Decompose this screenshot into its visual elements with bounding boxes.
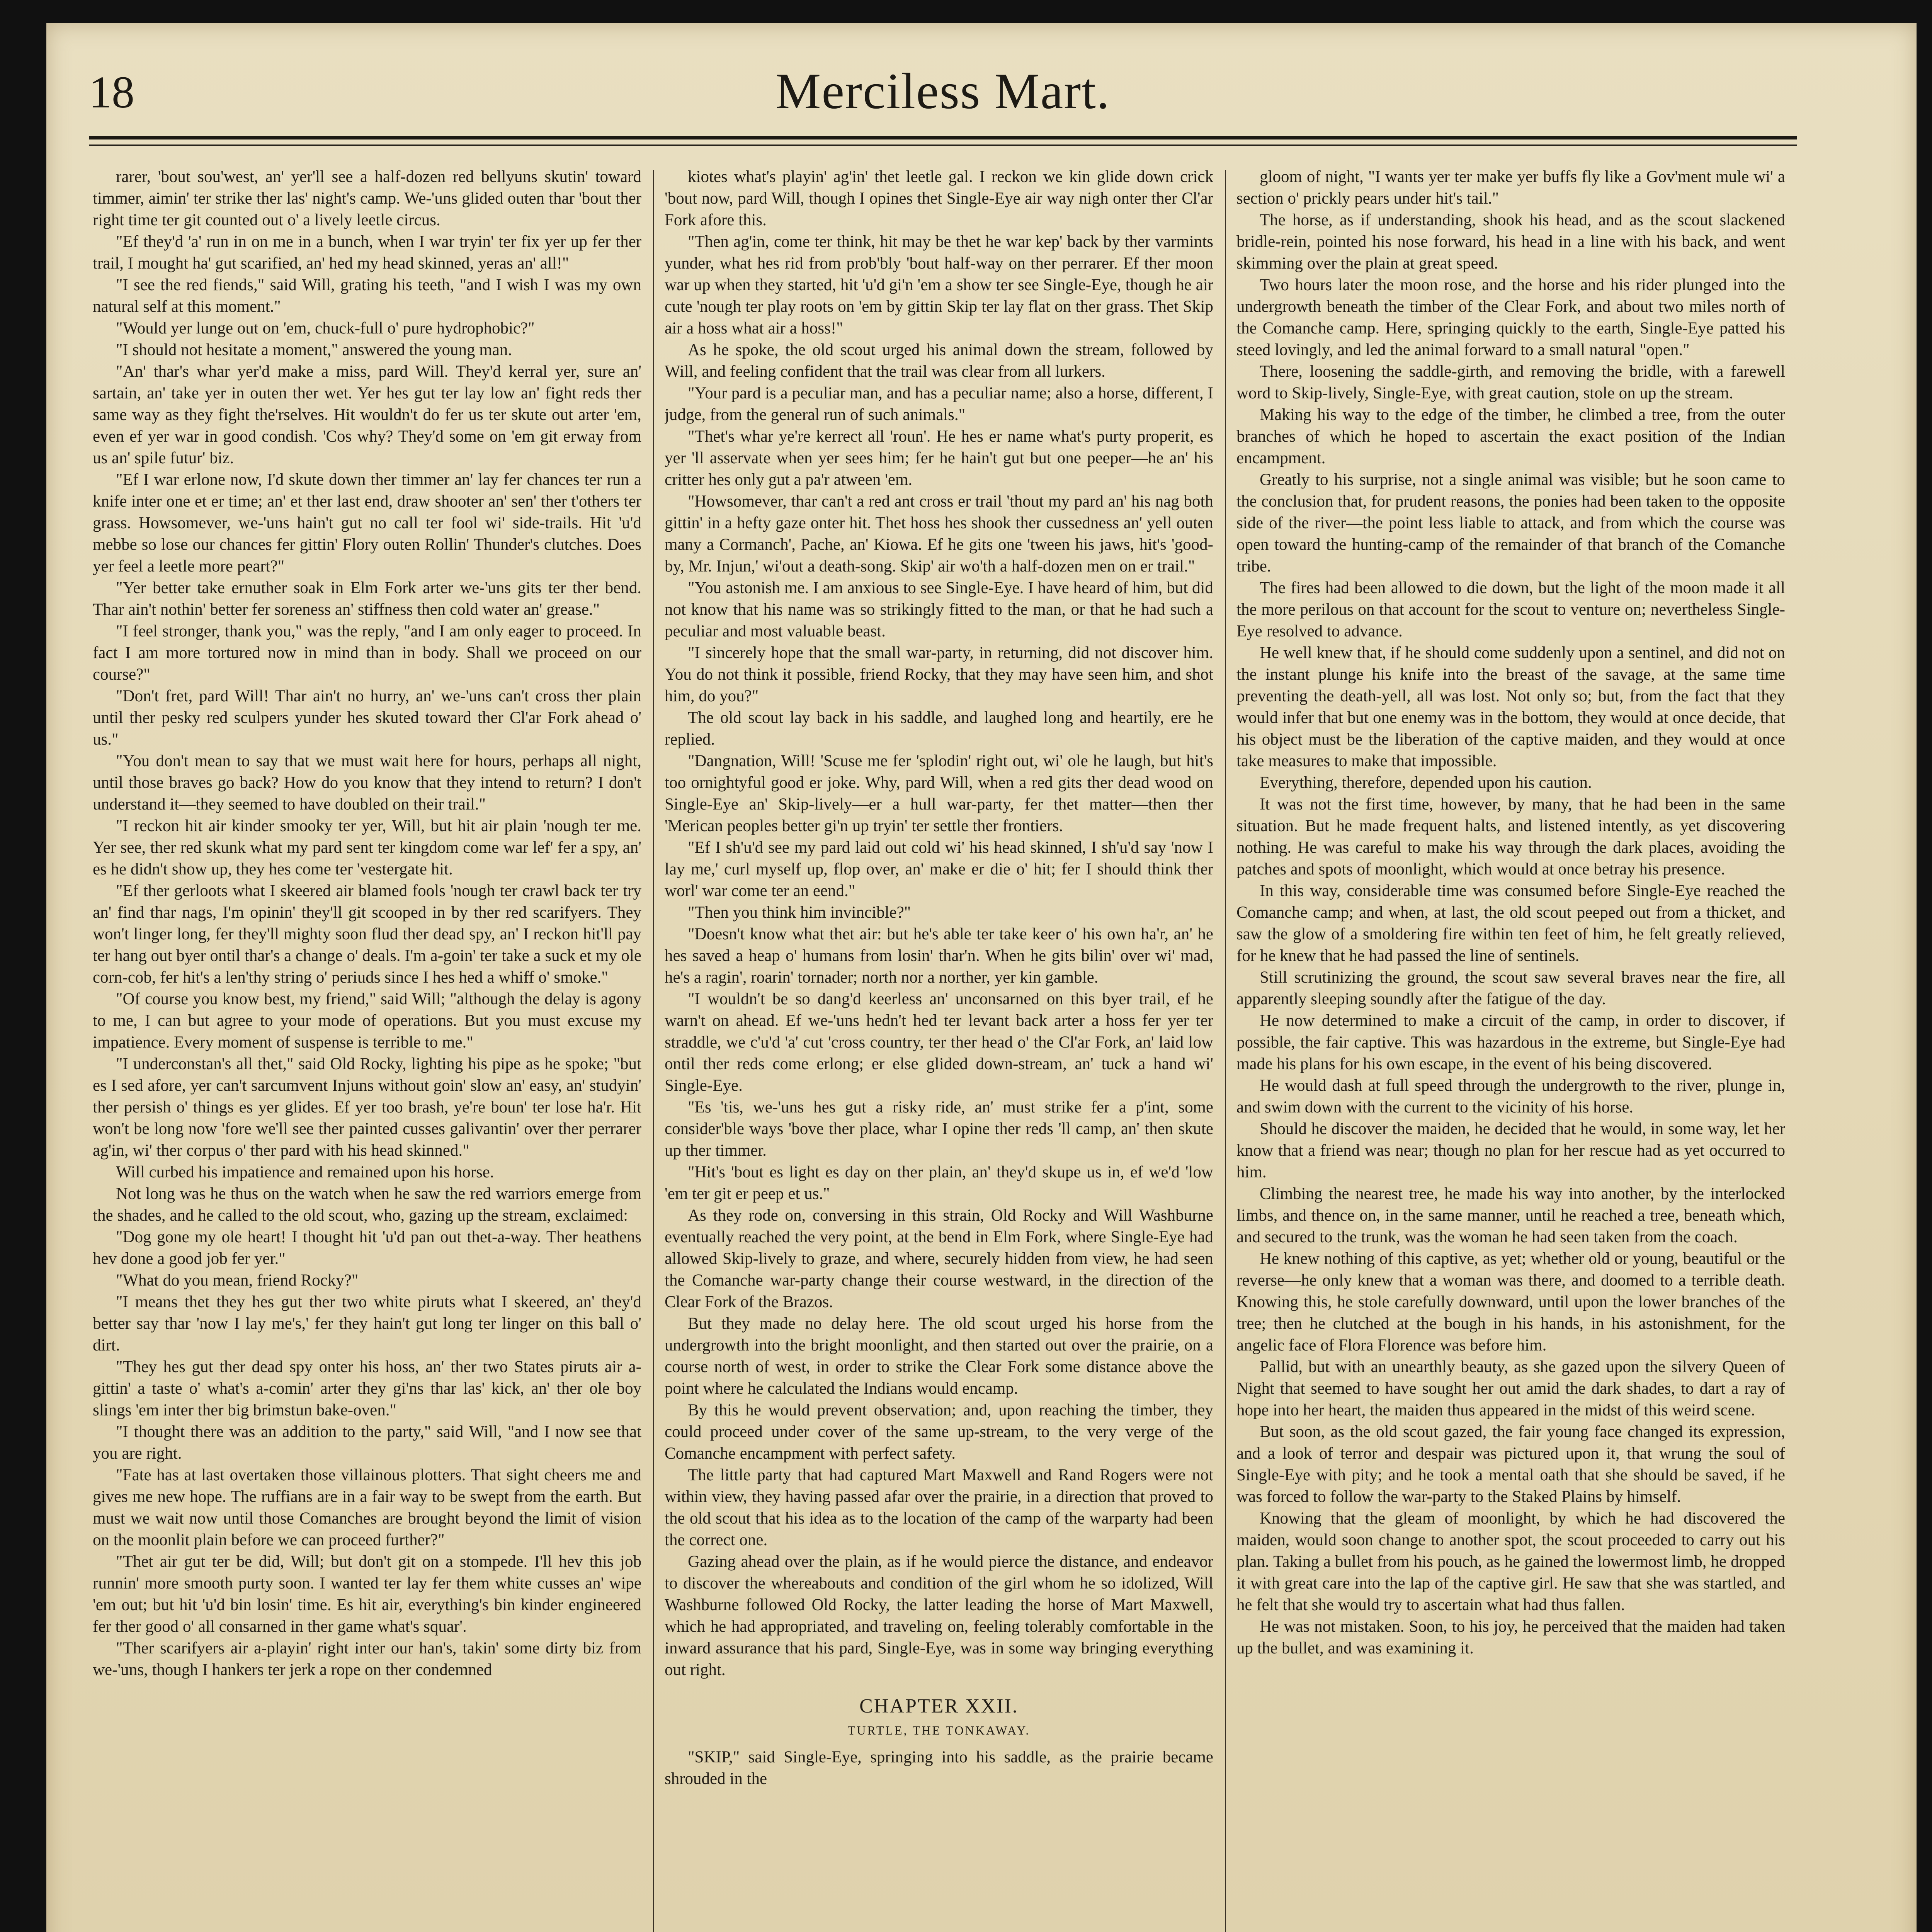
text-column-3 [1236,166,1785,1932]
paragraph: "Yer better take ernuther soak in Elm Fork arter we-'uns gits ter ther bend. Thar ain't nothin' better fer soreness an' stiffness then cold water an' grease." [93,579,641,619]
paragraph: The little party that had captured Mart Maxwell and Rand Rogers were not within view, they having passed afar over the prairie, in a direction that proved to the old scout that his idea as to the location of the camp of the warparty had been the correct one. [665,1466,1213,1549]
paragraph: But soon, as the old scout gazed, the fair young face changed its expression, and a look of terror and despair was pictured upon it, that wrung the soul of Single-Eye with pity; and he took a mental oath that she should be saved, if he was forced to follow the war-party to the Staked Plains by himself. [1236,1423,1785,1506]
paragraph: "I thought there was an addition to the party," said Will, "and I now see that you are right. [93,1423,641,1463]
paragraph: rarer, 'bout sou'west, an' yer'll see a half-dozen red bellyuns skutin' toward timmer, aimin' ter strike ther las' night's camp. We-'uns glided outen thar 'bout ther right time ter git counted out o' a lively leetle circus. [93,168,641,229]
paragraph: kiotes what's playin' ag'in' thet leetle gal. I reckon we kin glide down crick 'bout now, pard Will, though I opines thet Single-Eye air way nigh onter ther Cl'ar Fork afore this. [665,168,1213,229]
paragraph: "What do you mean, friend Rocky?" [116,1271,359,1289]
header-rule [89,136,1797,139]
paragraph: Not long was he thus on the watch when he saw the red warriors emerge from the shades, and he called to the old scout, who, gazing up the stream, exclaimed: [93,1185,641,1225]
paragraph: He was not mistaken. Soon, to his joy, he perceived that the maiden had taken up the bullet, and was examining it. [1236,1617,1785,1657]
chapter-opening-paragraph: "SKIP," said Single-Eye, springing into his saddle, as the prairie became shrouded in the [665,1748,1213,1788]
chapter-heading: CHAPTER XXII. [859,1695,1019,1717]
paragraph: "You astonish me. I am anxious to see Single-Eye. I have heard of him, but did not know that his name was so strikingly fitted to the man, or that he had such a peculiar and most valuable beast. [665,579,1213,640]
paragraph: "Dangnation, Will! 'Scuse me fer 'splodin' right out, wi' ole he laugh, but hit's too ornightyful good er joke. Why, pard Will, when a red gits ther dead wood on Single-Eye an' Skip-lively—er a hull war-party, fer thet matter—then ther 'Merican peoples better gi'n up tryin' ter settle ther frontiers. [665,752,1213,835]
paragraph: The fires had been allowed to die down, but the light of the moon made it all the more perilous on that account for the scout to venture on; nevertheless Single-Eye resolved to advance. [1236,579,1785,640]
paragraph: As they rode on, conversing in this strain, Old Rocky and Will Washburne eventually reached the very point, at the bend in Elm Fork, where Single-Eye had allowed Skip-lively to graze, and where, securely hidden from view, he had seen the Comanche war-party change their course westward, in the direction of the Clear Fork of the Brazos. [665,1206,1213,1311]
paragraph: But they made no delay here. The old scout urged his horse from the undergrowth into the bright moonlight, and then started out over the prairie, on a course north of west, in order to strike the Clear Fork some distance above the point where he calculated the Indians would encamp. [665,1315,1213,1398]
paragraph: "Doesn't know what thet air: but he's able ter take keer o' his own ha'r, an' he hes saved a heap o' humans from losin' thar'n. When he gits bilin' over wi' mad, he's a ragin', roarin' tornader; north nor a norther, yer kin gamble. [665,925,1213,986]
chapter-subtitle: TURTLE, THE TONKAWAY. [847,1723,1031,1737]
text-column-1 [93,166,641,1932]
paragraph: Making his way to the edge of the timber, he climbed a tree, from the outer branches of which he hoped to ascertain the exact position of the Indian encampment. [1236,406,1785,467]
column-separator [1225,170,1226,1932]
paragraph: "Fate has at last overtaken those villainous plotters. That sight cheers me and gives me new hope. The ruffians are in a fair way to be swept from the earth. But must we wait now until those Comanches are brought beyond the limit of vision on the moonlit plain before we can proceed further?" [93,1466,641,1549]
paragraph: "Don't fret, pard Will! Thar ain't no hurry, an' we-'uns can't cross ther plain until ther pesky red sculpers yunder hes skuted toward ther Cl'ar Fork ahead o' us." [93,687,641,748]
paragraph: It was not the first time, however, by many, that he had been in the same situation. But he made frequent halts, and listened intently, as yet discovering nothing. He was careful to make his way through the dark places, avoiding the patches and spots of moonlight, which would at once betray his presence. [1236,795,1785,878]
paragraph: Will curbed his impatience and remained upon his horse. [116,1163,494,1181]
page-header [89,63,1797,135]
paragraph: Climbing the nearest tree, he made his way into another, by the interlocked limbs, and thence on, in the same manner, until he reached a tree, beneath which, and secured to the trunk, was the woman he had seen taken from the coach. [1236,1185,1785,1246]
paragraph: Knowing that the gleam of moonlight, by which he had discovered the maiden, would soon change to another spot, the scout proceeded to carry out his plan. Taking a bullet from his pouch, as he gained the lowermost limb, he dropped it with great care into the lap of the captive girl. He saw that she was startled, and he felt that she would try to ascertain what had thus fallen. [1236,1509,1785,1614]
text-column-2-body [665,166,1213,1681]
paragraph: By this he would prevent observation; and, upon reaching the timber, they could proceed under cover of the same up-stream, to the very verge of the Comanche encampment with perfect safety. [665,1401,1213,1463]
paragraph: He now determined to make a circuit of the camp, in order to discover, if possible, the fair captive. This was hazardous in the extreme, but Single-Eye had made his plans for his own escape, in the event of his being discovered. [1236,1012,1785,1073]
paragraph: "I sincerely hope that the small war-party, in returning, did not discover him. You do not think it possible, friend Rocky, that they may have seen him, and shot him, do you?" [665,644,1213,705]
paragraph: Greatly to his surprise, not a single animal was visible; but he soon came to the conclusion that, for prudent reasons, the ponies had been taken to the opposite side of the river—the point less liable to attack, and from which the course was open toward the hunting-camp of the remainder of that branch of the Comanche tribe. [1236,471,1785,575]
paragraph: "Es 'tis, we-'uns hes gut a risky ride, an' must strike fer a p'int, some consider'ble ways 'bove ther place, whar I opine ther reds 'll camp, an' then skute up ther timmer. [665,1098,1213,1160]
paragraph: "Ther scarifyers air a-playin' right inter our han's, takin' some dirty biz from we-'uns, though I hankers ter jerk a rope on ther condemned [93,1639,641,1679]
paragraph: Still scrutinizing the ground, the scout saw several braves near the fire, all apparently sleeping soundly after the fatigue of the day. [1236,968,1785,1008]
paragraph: "I see the red fiends," said Will, grating his teeth, "and I wish I was my own natural self at this moment." [93,276,641,316]
text-column-2 [665,166,1213,1932]
paragraph: "Thet air gut ter be did, Will; but don't git on a stompede. I'll hev this job runnin' more smooth purty soon. I wanted ter lay fer them white cusses an' wipe 'em out; but hit 'u'd bin losin' time. Es hit air, everything's bin kinder engineered fer ther good o' all consarned in ther game what's squar'. [93,1553,641,1636]
column-separator [653,170,654,1932]
paragraph: "Of course you know best, my friend," said Will; "although the delay is agony to me, I can but agree to your mode of operations. But you must excuse my impatience. Every moment of suspense is terrible to me." [93,990,641,1051]
paragraph: He knew nothing of this captive, as yet; whether old or young, beautiful or the reverse—he only knew that a woman was there, and doomed to a terrible death. Knowing this, he stole carefully downward, until upon the lower branches of the tree; then he clutched at the bough in his hands, in his astonishment, for the angelic face of Flora Florence was before him. [1236,1250,1785,1354]
paragraph: "Hit's 'bout es light es day on ther plain, an' they'd skupe us in, ef we'd 'low 'em ter git er peep et us." [665,1163,1213,1203]
paragraph: "Ef I sh'u'd see my pard laid out cold wi' his head skinned, I sh'u'd say 'now I lay me,' curl myself up, flop over, an' make er die o' hit; fer I should think ther worl' war come ter an eend." [665,838,1213,900]
paragraph: "I underconstan's all thet," said Old Rocky, lighting his pipe as he spoke; "but es I sed afore, yer can't sarcumvent Injuns without goin' slow an' easy, an' studyin' ther persish o' things es yer glides. Ef yer too brash, ye're boun' ter lose ha'r. Hit won't be long now 'fore we'll see ther painted cusses galivantin' over ther perrarer ag'in, wi' ther corpus o' ther pard with his head skinned." [93,1055,641,1160]
paragraph: Should he discover the maiden, he decided that he would, in some way, let her know that a friend was near; though no plan for her rescue had as yet occurred to him. [1236,1120,1785,1181]
header-rule-thin [89,145,1797,146]
paragraph: There, loosening the saddle-girth, and removing the bridle, with a farewell word to Skip-lively, Single-Eye, with great caution, stole on up the stream. [1236,362,1785,402]
paragraph: "Dog gone my ole heart! I thought hit 'u'd pan out thet-a-way. Ther heathens hev done a good job fer yer." [93,1228,641,1268]
paragraph: Two hours later the moon rose, and the horse and his rider plunged into the undergrowth beneath the timber of the Clear Fork, and about two miles north of the Comanche camp. Here, springing quickly to the earth, Single-Eye patted his steed lovingly, and led the animal forward to a small natural "open." [1236,276,1785,359]
paragraph: Everything, therefore, depended upon his caution. [1260,774,1592,792]
paragraph: "Ef I war erlone now, I'd skute down ther timmer an' lay fer chances ter run a knife inter one et er time; an' et ther last end, draw shooter an' sen' ther t'others ter grass. Howsomever, we-'uns hain't gut no call ter fool wi' side-trails. Hit 'u'd mebbe so lose our chances fer gittin' Flory outen Rollin' Thunder's clutches. Does yer feel a leetle more peart?" [93,471,641,575]
paragraph: "You don't mean to say that we must wait here for hours, perhaps all night, until those braves go back? How do you know that they intend to return? I don't understand it—they seemed to have doubled on their trail." [93,752,641,813]
paragraph: "They hes gut ther dead spy onter his hoss, an' ther two States piruts air a-gittin' a taste o' what's a-comin' arter they gi'ns thar las' kick, an' ther ole boy slings 'em inter ther big brimstun bake-oven." [93,1358,641,1419]
paragraph: "I feel stronger, thank you," was the reply, "and I am only eager to proceed. In fact I am more tortured now in mind than in body. Shall we proceed on our course?" [93,622,641,684]
paragraph: He well knew that, if he should come suddenly upon a sentinel, and did not on the instant plunge his knife into the breast of the savage, at the same time preventing the death-yell, all was lost. Not only so; but, from the fact that they would infer that but one enemy was in the bottom, they would at once decide, that his object must be the liberation of the captive maiden, and they would at once take measures to make that impossible. [1236,644,1785,770]
paragraph: "I wouldn't be so dang'd keerless an' unconsarned on this byer trail, ef he warn't on ahead. Ef we-'uns hedn't hed ter levant back arter a hoss fer yer ter straddle, we c'u'd 'a' cut 'cross country, ter ther head o' the Cl'ar Fork, an' laid low ontil ther reds come erlong; er else glided down-stream, an' tuck a hand wi' Single-Eye. [665,990,1213,1095]
paragraph: "Then you think him invincible?" [688,903,911,922]
paragraph: "Thet's whar ye're kerrect all 'roun'. He hes er name what's purty properit, es yer 'll asservate when yer sees him; fer he hain't gut but one peeper—he an' his critter hes only gut a pa'r atween 'em. [665,427,1213,489]
paragraph: "I means thet they hes gut ther two white piruts what I skeered, an' they'd better say thar 'now I lay me's,' fer they hain't gut long ter linger on this ball o' dirt. [93,1293,641,1354]
paragraph: The horse, as if understanding, shook his head, and as the scout slackened bridle-rein, pointed his nose forward, his head in a line with his back, and went skimming over the plain at great speed. [1236,211,1785,272]
paragraph: "An' thar's whar yer'd make a miss, pard Will. They'd kerral yer, sure an' sartain, an' take yer in outen ther wet. Yer hes gut ter lay low an' fight reds ther same way as they fight the'rselves. Hit wouldn't do fer us ter skute out arter 'em, even ef yer war in good condish. 'Cos why? They'd some on 'em git erway from us an' spile futur' biz. [93,362,641,467]
paragraph: "Ef ther gerloots what I skeered air blamed fools 'nough ter crawl back ter try an' find thar nags, I'm opinin' they'll git scooped in by ther red scarifyers. They won't linger long, fer they'll mighty soon flud ther dead spy, an' I reckon hit'll pay ter hang out byer ontil thar's a change o' deals. I'm a-goin' ter take a suck et my ole corn-cob, fer hit's a len'thy string o' periuds since I hes hed a whiff o' smoke." [93,882,641,986]
paragraph: Pallid, but with an unearthly beauty, as she gazed upon the silvery Queen of Night that seemed to have sought her out amid the dark shades, to dart a ray of hope into her heart, the maiden thus appeared in the midst of this weird scene. [1236,1358,1785,1419]
paragraph: Gazing ahead over the plain, as if he would pierce the distance, and endeavor to discover the whereabouts and condition of the girl whom he so idolized, Will Washburne followed Old Rocky, the latter leading the horse of Mart Maxwell, which he had appropriated, and traveling on, feeling tolerably comfortable in the inward assurance that his pard, Single-Eye, was in some way bringing everything out right. [665,1553,1213,1679]
paragraph: gloom of night, "I wants yer ter make yer buffs fly like a Gov'ment mule wi' a section o' prickly pears under hit's tail." [1236,168,1785,207]
paragraph: "Would yer lunge out on 'em, chuck-full o' pure hydrophobic?" [116,319,535,337]
paragraph: "Your pard is a peculiar man, and has a peculiar name; also a horse, different, I judge, from the general run of such animals." [665,384,1213,424]
paragraph: As he spoke, the old scout urged his animal down the stream, followed by Will, and feeling confident that the trail was clear from all lurkers. [665,341,1213,381]
page-number: 18 [89,67,134,117]
running-title: Merciless Mart. [776,63,1110,119]
paragraph: In this way, considerable time was consumed before Single-Eye reached the Comanche camp; and when, at last, the old scout peeped out from a thicket, and saw the glow of a smoldering fire within ten feet of him, he felt greatly relieved, for he knew that he had passed the line of sentinels. [1236,882,1785,965]
paragraph: "Howsomever, thar can't a red ant cross er trail 'thout my pard an' his nag both gittin' in a hefty gaze onter hit. Thet hoss hes shook ther cussedness an' yell outen many a Cormanch', Pache, an' Kiowa. Ef he gits one 'tween his jaws, hit's 'good-by, Mr. Injun,' wi'out a death-song. Skip' air wo'th a half-dozen men on er trail." [665,492,1213,575]
paragraph: "I should not hesitate a moment," answered the young man. [116,341,512,359]
paragraph: The old scout lay back in his saddle, and laughed long and heartily, ere he replied. [665,709,1213,748]
paragraph: "I reckon hit air kinder smooky ter yer, Will, but hit air plain 'nough ter me. Yer see, ther red skunk what my pard sent ter kingdom come war lef' fer a spy, an' es he didn't show up, they hes come ter 'vestergate hit. [93,817,641,878]
paragraph: He would dash at full speed through the undergrowth to the river, plunge in, and swim down with the current to the vicinity of his horse. [1236,1077,1785,1116]
paragraph: "Then ag'in, come ter think, hit may be thet he war kep' back by ther varmints yunder, what hes rid from prob'bly 'bout half-way on ther perrarer. Ef ther moon war up when they started, hit 'u'd gi'n 'em a show ter see Single-Eye, though he air cute 'nough ter play roots on 'em by gittin Skip ter lay flat on ther grass. Thet Skip air a hoss what air a hoss!" [665,233,1213,337]
paragraph: "Ef they'd 'a' run in on me in a bunch, when I war tryin' ter fix yer up fer ther trail, I mought ha' gut scarified, an' hed my head skinned, yeras an' all!" [93,233,641,272]
